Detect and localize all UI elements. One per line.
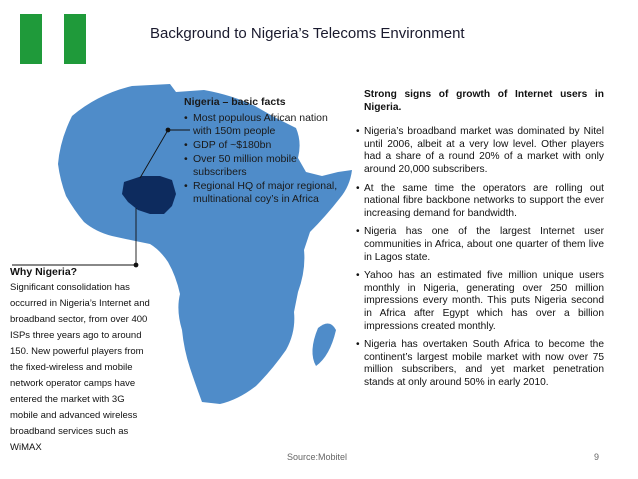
list-item: • Nigeria has overtaken South Africa to become the continent’s largest mobile market with now over 75 million subscribers, and yet market penetration stands at only around 50% in early 2010. (356, 339, 604, 389)
why-nigeria-heading: Why Nigeria? (10, 266, 78, 278)
basic-facts-heading: Nigeria – basic facts (184, 96, 286, 108)
facts-callout-dot (166, 128, 171, 133)
why-nigeria-body: Significant consolidation has occurred in Nigeria’s Internet and broadband sector, from over 400 ISPs three years ago to around 150. New powerful players from the fixed-wireless and mobile network operator camps have entered the market with 3G mobile and advanced wireless broadband services such as WiMAX (10, 282, 150, 453)
list-item: • Regional HQ of major regional, multinational coy’s in Africa (184, 180, 344, 206)
growth-panel (356, 89, 604, 395)
basic-facts-panel (184, 96, 344, 207)
basic-facts-list (184, 112, 344, 206)
list-item: • Over 50 million mobile subscribers (184, 153, 344, 179)
page-number: 9 (594, 452, 600, 462)
growth-heading: Strong signs of growth of Internet users in Nigeria. (364, 89, 604, 113)
list-item: • Nigeria has one of the largest Internet user communities in Africa, about one quarter of them live in Lagos state. (356, 226, 604, 264)
list-item: • At the same time the operators are rolling out national fibre backbone networks to support the ever increasing demand for bandwidth. (356, 183, 604, 221)
list-item: • Nigeria’s broadband market was dominated by Nitel until 2006, albeit at a very low level. Other players had a share of a round 20% of a market with only around 20,000 subscribers. (356, 126, 604, 176)
madagascar-shape (312, 323, 336, 366)
list-item: • GDP of ~$180bn (184, 139, 344, 152)
nigeria-flag-icon (20, 14, 86, 64)
source-note: Source:Mobitel (287, 452, 348, 462)
list-item: • Yahoo has an estimated five million unique users monthly in Nigeria, generating over 250 million impressions every month. This puts Nigeria second in Africa after Egypt which has over a billion impressions created monthly. (356, 270, 604, 333)
list-item: • Most populous African nation with 150m people (184, 112, 344, 138)
growth-list (356, 126, 604, 389)
slide-title: Background to Nigeria’s Telecoms Environment (150, 25, 465, 42)
why-nigeria-panel (10, 264, 150, 456)
